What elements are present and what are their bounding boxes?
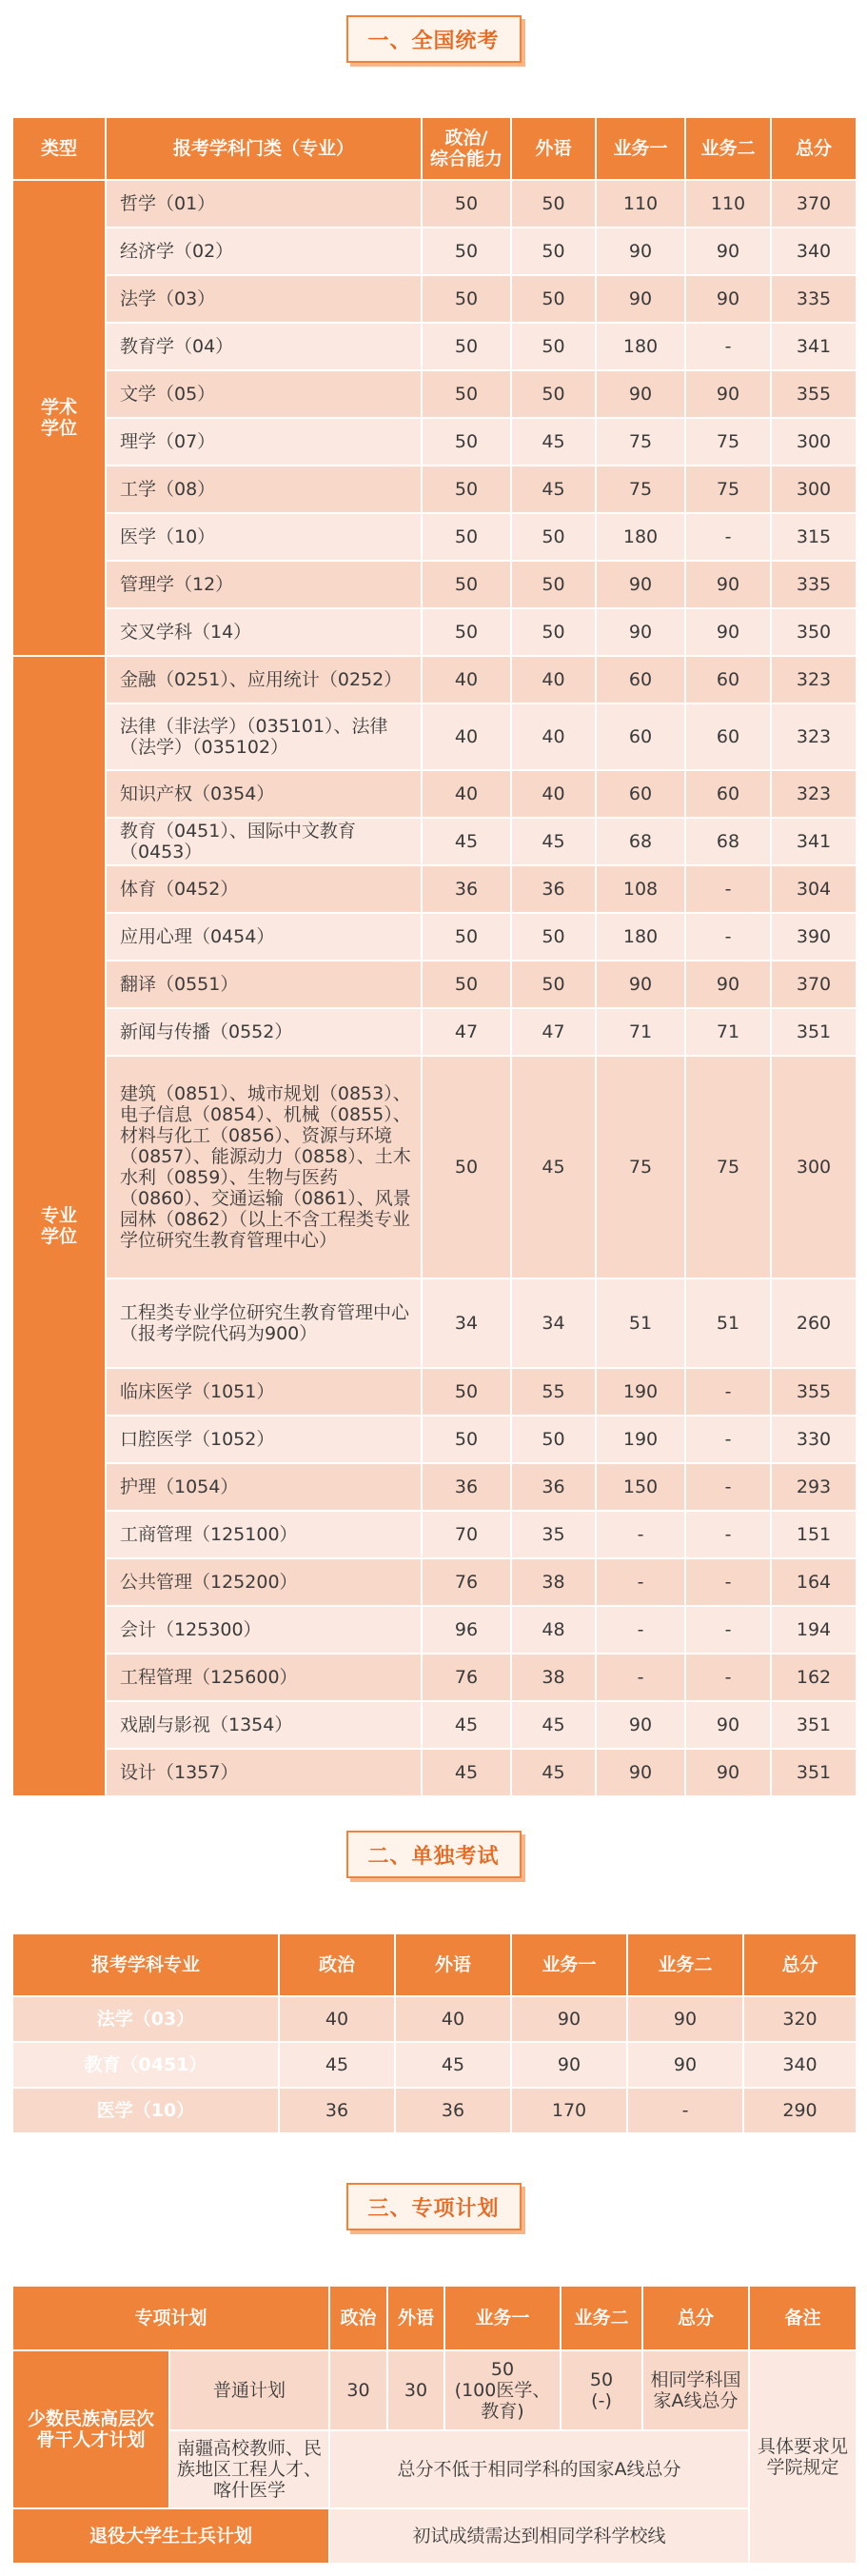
normal-course1: 50 (100医学、教育)	[444, 2350, 561, 2430]
total-cell: 300	[771, 418, 857, 466]
language-cell: 48	[511, 1606, 596, 1654]
politics-cell: 40	[279, 1996, 395, 2042]
header-course1: 业务一	[511, 1933, 627, 1996]
politics-cell: 34	[422, 1278, 511, 1368]
normal-total: 相同学科国家A线总分	[642, 2350, 749, 2430]
table-row	[12, 656, 857, 703]
total-cell: 260	[771, 1278, 857, 1368]
header-course2: 业务二	[561, 2286, 642, 2350]
group-professional: 专业 学位	[12, 656, 106, 1796]
table-row	[12, 1654, 857, 1701]
subject-cell: 工商管理（125100）	[106, 1511, 422, 1558]
course2-cell: -	[685, 1511, 771, 1558]
subject-cell: 工学（08）	[106, 466, 422, 513]
course2-cell: -	[685, 1368, 771, 1416]
politics-cell: 40	[422, 656, 511, 703]
table-row	[12, 2350, 857, 2430]
course2-cell: 71	[685, 1008, 771, 1056]
table-row	[12, 1749, 857, 1796]
normal-politics: 30	[329, 2350, 387, 2430]
course2-cell: 60	[685, 656, 771, 703]
course2-cell: -	[685, 1654, 771, 1701]
total-cell: 370	[771, 961, 857, 1008]
course1-cell: 60	[596, 703, 685, 770]
table-header-row	[12, 1933, 857, 1996]
language-cell: 50	[511, 561, 596, 608]
table-row	[12, 228, 857, 275]
total-cell: 341	[771, 818, 857, 865]
header-total: 总分	[771, 117, 857, 180]
politics-cell: 50	[422, 228, 511, 275]
table-row	[12, 2042, 857, 2088]
course2-cell: -	[685, 1463, 771, 1511]
total-cell: 194	[771, 1606, 857, 1654]
course1-cell: 71	[596, 1008, 685, 1056]
table-row	[12, 561, 857, 608]
language-cell: 38	[511, 1558, 596, 1606]
language-cell: 36	[395, 2088, 511, 2133]
table-row	[12, 370, 857, 418]
table-row	[12, 1008, 857, 1056]
table-row	[12, 913, 857, 961]
subject-cell: 知识产权（0354）	[106, 770, 422, 818]
politics-cell: 36	[422, 865, 511, 913]
table-row	[12, 1463, 857, 1511]
course1-cell: 68	[596, 818, 685, 865]
language-cell: 45	[511, 1056, 596, 1278]
total-cell: 390	[771, 913, 857, 961]
section-title-special: 三、专项计划	[346, 2183, 522, 2230]
politics-cell: 40	[422, 703, 511, 770]
minority-plan-label: 少数民族高层次骨干人才计划	[12, 2350, 169, 2508]
total-cell: 293	[771, 1463, 857, 1511]
total-cell: 350	[771, 608, 857, 656]
course1-cell: -	[596, 1606, 685, 1654]
course1-cell: 60	[596, 656, 685, 703]
politics-cell: 45	[279, 2042, 395, 2088]
veteran-plan-note: 初试成绩需达到相同学科学校线	[329, 2508, 749, 2564]
subject-cell: 哲学（01）	[106, 180, 422, 228]
table-row	[12, 1056, 857, 1278]
group-academic: 学术 学位	[12, 180, 106, 656]
header-subject: 报考学科门类（专业）	[106, 117, 422, 180]
language-cell: 45	[511, 818, 596, 865]
course2-cell: 90	[685, 1701, 771, 1749]
politics-cell: 50	[422, 608, 511, 656]
course2-cell: 75	[685, 418, 771, 466]
course2-cell: 90	[685, 370, 771, 418]
table-row	[12, 1701, 857, 1749]
course1-cell: 190	[596, 1368, 685, 1416]
subject-cell: 教育学（04）	[106, 323, 422, 370]
national-exam-table	[11, 116, 857, 1797]
politics-cell: 76	[422, 1558, 511, 1606]
politics-cell: 36	[422, 1463, 511, 1511]
language-cell: 40	[511, 703, 596, 770]
total-cell: 340	[743, 2042, 857, 2088]
subject-cell: 法学（03）	[12, 1996, 279, 2042]
course1-cell: -	[596, 1511, 685, 1558]
language-cell: 40	[511, 656, 596, 703]
course2-cell: -	[685, 865, 771, 913]
course1-cell: 90	[596, 370, 685, 418]
table-row	[12, 513, 857, 561]
politics-cell: 50	[422, 370, 511, 418]
politics-cell: 50	[422, 323, 511, 370]
table-row	[12, 818, 857, 865]
language-cell: 50	[511, 913, 596, 961]
total-cell: 355	[771, 1368, 857, 1416]
table-row	[12, 2508, 857, 2564]
course2-cell: -	[685, 1558, 771, 1606]
politics-cell: 50	[422, 466, 511, 513]
normal-language: 30	[387, 2350, 444, 2430]
total-cell: 290	[743, 2088, 857, 2133]
language-cell: 38	[511, 1654, 596, 1701]
politics-cell: 40	[422, 770, 511, 818]
course1-cell: 90	[596, 561, 685, 608]
language-cell: 40	[395, 1996, 511, 2042]
veteran-plan-label: 退役大学生士兵计划	[12, 2508, 329, 2564]
course1-cell: -	[596, 1558, 685, 1606]
course1-cell: 180	[596, 913, 685, 961]
subject-cell: 交叉学科（14）	[106, 608, 422, 656]
language-cell: 50	[511, 275, 596, 323]
header-total: 总分	[642, 2286, 749, 2350]
language-cell: 36	[511, 865, 596, 913]
header-total: 总分	[743, 1933, 857, 1996]
politics-cell: 45	[422, 818, 511, 865]
language-cell: 45	[395, 2042, 511, 2088]
language-cell: 50	[511, 608, 596, 656]
course2-cell: -	[685, 913, 771, 961]
language-cell: 47	[511, 1008, 596, 1056]
politics-cell: 50	[422, 180, 511, 228]
course2-cell: -	[685, 1416, 771, 1463]
subject-cell: 教育（0451）、国际中文教育（0453）	[106, 818, 422, 865]
course2-cell: 90	[685, 561, 771, 608]
course1-cell: 90	[596, 1749, 685, 1796]
course2-cell: 90	[627, 1996, 743, 2042]
header-course1: 业务一	[596, 117, 685, 180]
course1-cell: 170	[511, 2088, 627, 2133]
subject-cell: 戏剧与影视（1354）	[106, 1701, 422, 1749]
language-cell: 50	[511, 180, 596, 228]
politics-cell: 36	[279, 2088, 395, 2133]
course1-cell: 51	[596, 1278, 685, 1368]
course1-cell: 90	[596, 608, 685, 656]
language-cell: 55	[511, 1368, 596, 1416]
header-language: 外语	[511, 117, 596, 180]
language-cell: 45	[511, 1749, 596, 1796]
total-cell: 323	[771, 656, 857, 703]
header-course2: 业务二	[685, 117, 771, 180]
language-cell: 50	[511, 1416, 596, 1463]
table-header-row	[12, 2286, 857, 2350]
course1-cell: 90	[596, 1701, 685, 1749]
language-cell: 36	[511, 1463, 596, 1511]
table-row	[12, 1416, 857, 1463]
total-cell: 351	[771, 1701, 857, 1749]
header-remark: 备注	[749, 2286, 857, 2350]
remark-cell: 具体要求见学院规定	[749, 2350, 857, 2564]
language-cell: 35	[511, 1511, 596, 1558]
politics-cell: 50	[422, 1056, 511, 1278]
course2-cell: -	[627, 2088, 743, 2133]
table-row	[12, 1558, 857, 1606]
subject-cell: 法律（非法学）（035101）、法律（法学）（035102）	[106, 703, 422, 770]
table-header-row	[12, 117, 857, 180]
course2-cell: 60	[685, 770, 771, 818]
total-cell: 164	[771, 1558, 857, 1606]
section-title-independent: 二、单独考试	[346, 1831, 522, 1878]
subject-cell: 体育（0452）	[106, 865, 422, 913]
total-cell: 320	[743, 1996, 857, 2042]
subject-cell: 翻译（0551）	[106, 961, 422, 1008]
xinjiang-plan-label: 南疆高校教师、民族地区工程人才、喀什医学	[169, 2430, 329, 2508]
table-row	[12, 1278, 857, 1368]
politics-cell: 50	[422, 961, 511, 1008]
subject-cell: 工程类专业学位研究生教育管理中心（报考学院代码为900）	[106, 1278, 422, 1368]
course1-cell: 60	[596, 770, 685, 818]
course1-cell: 110	[596, 180, 685, 228]
header-type: 类型	[12, 117, 106, 180]
course2-cell: -	[685, 1606, 771, 1654]
subject-cell: 设计（1357）	[106, 1749, 422, 1796]
politics-cell: 50	[422, 1368, 511, 1416]
politics-cell: 50	[422, 418, 511, 466]
normal-course2: 50 (-)	[561, 2350, 642, 2430]
total-cell: 315	[771, 513, 857, 561]
course2-cell: 90	[685, 608, 771, 656]
total-cell: 370	[771, 180, 857, 228]
table-row	[12, 180, 857, 228]
total-cell: 335	[771, 275, 857, 323]
language-cell: 50	[511, 370, 596, 418]
table-row	[12, 275, 857, 323]
total-cell: 351	[771, 1008, 857, 1056]
politics-cell: 50	[422, 275, 511, 323]
politics-cell: 45	[422, 1701, 511, 1749]
politics-cell: 50	[422, 561, 511, 608]
course1-cell: 90	[511, 2042, 627, 2088]
subject-cell: 公共管理（125200）	[106, 1558, 422, 1606]
header-language: 外语	[395, 1933, 511, 1996]
table-row	[12, 323, 857, 370]
total-cell: 304	[771, 865, 857, 913]
course2-cell: 68	[685, 818, 771, 865]
total-cell: 323	[771, 770, 857, 818]
subject-cell: 教育（0451）	[12, 2042, 279, 2088]
subject-cell: 临床医学（1051）	[106, 1368, 422, 1416]
header-course1: 业务一	[444, 2286, 561, 2350]
header-language: 外语	[387, 2286, 444, 2350]
course1-cell: 90	[596, 961, 685, 1008]
subject-cell: 口腔医学（1052）	[106, 1416, 422, 1463]
table-row	[12, 770, 857, 818]
section-title-national: 一、全国统考	[346, 15, 522, 63]
subject-cell: 建筑（0851）、城市规划（0853）、电子信息（0854）、机械（0855）、材料与化工（0856）、资源与环境（0857）、能源动力（0858）、土木水利（0859）、生物与医药（0860）、交通运输（0861）、风景园林（0862）（以上不含工程类专业学位研究生教育管理中心）	[106, 1056, 422, 1278]
politics-cell: 96	[422, 1606, 511, 1654]
politics-cell: 45	[422, 1749, 511, 1796]
subject-cell: 工程管理（125600）	[106, 1654, 422, 1701]
course1-cell: 90	[511, 1996, 627, 2042]
language-cell: 50	[511, 513, 596, 561]
special-plan-table	[11, 2285, 857, 2565]
header-politics: 政治/ 综合能力	[422, 117, 511, 180]
politics-cell: 50	[422, 1416, 511, 1463]
course1-cell: 180	[596, 323, 685, 370]
subject-cell: 应用心理（0454）	[106, 913, 422, 961]
subject-cell: 管理学（12）	[106, 561, 422, 608]
politics-cell: 76	[422, 1654, 511, 1701]
subject-cell: 经济学（02）	[106, 228, 422, 275]
total-cell: 151	[771, 1511, 857, 1558]
language-cell: 50	[511, 228, 596, 275]
subject-cell: 金融（0251）、应用统计（0252）	[106, 656, 422, 703]
course2-cell: 90	[685, 1749, 771, 1796]
header-politics: 政治	[279, 1933, 395, 1996]
course1-cell: 190	[596, 1416, 685, 1463]
course2-cell: 110	[685, 180, 771, 228]
total-cell: 355	[771, 370, 857, 418]
course1-cell: 90	[596, 228, 685, 275]
table-row	[12, 608, 857, 656]
course1-cell: 108	[596, 865, 685, 913]
subject-cell: 文学（05）	[106, 370, 422, 418]
course1-cell: 75	[596, 1056, 685, 1278]
subject-cell: 理学（07）	[106, 418, 422, 466]
header-politics: 政治	[329, 2286, 387, 2350]
politics-cell: 70	[422, 1511, 511, 1558]
independent-exam-table	[11, 1932, 857, 2134]
course1-cell: 75	[596, 466, 685, 513]
course2-cell: 90	[685, 228, 771, 275]
language-cell: 50	[511, 961, 596, 1008]
course1-cell: 75	[596, 418, 685, 466]
course2-cell: 90	[627, 2042, 743, 2088]
course2-cell: 90	[685, 961, 771, 1008]
subject-cell: 护理（1054）	[106, 1463, 422, 1511]
subject-cell: 医学（10）	[106, 513, 422, 561]
course1-cell: 150	[596, 1463, 685, 1511]
total-cell: 340	[771, 228, 857, 275]
language-cell: 45	[511, 1701, 596, 1749]
course2-cell: 75	[685, 1056, 771, 1278]
course2-cell: -	[685, 513, 771, 561]
table-row	[12, 1996, 857, 2042]
table-row	[12, 1368, 857, 1416]
language-cell: 45	[511, 466, 596, 513]
table-row	[12, 865, 857, 913]
course1-cell: 90	[596, 275, 685, 323]
language-cell: 50	[511, 323, 596, 370]
course2-cell: -	[685, 323, 771, 370]
subject-cell: 新闻与传播（0552）	[106, 1008, 422, 1056]
header-course2: 业务二	[627, 1933, 743, 1996]
total-cell: 300	[771, 466, 857, 513]
course1-cell: -	[596, 1654, 685, 1701]
language-cell: 45	[511, 418, 596, 466]
total-cell: 341	[771, 323, 857, 370]
header-subject: 报考学科专业	[12, 1933, 279, 1996]
xinjiang-plan-note: 总分不低于相同学科的国家A线总分	[329, 2430, 749, 2508]
total-cell: 162	[771, 1654, 857, 1701]
total-cell: 351	[771, 1749, 857, 1796]
course2-cell: 90	[685, 275, 771, 323]
table-row	[12, 703, 857, 770]
table-row	[12, 961, 857, 1008]
course2-cell: 51	[685, 1278, 771, 1368]
total-cell: 300	[771, 1056, 857, 1278]
total-cell: 330	[771, 1416, 857, 1463]
header-plan: 专项计划	[12, 2286, 329, 2350]
subject-cell: 会计（125300）	[106, 1606, 422, 1654]
total-cell: 335	[771, 561, 857, 608]
table-row	[12, 466, 857, 513]
course2-cell: 75	[685, 466, 771, 513]
language-cell: 40	[511, 770, 596, 818]
course2-cell: 60	[685, 703, 771, 770]
politics-cell: 50	[422, 913, 511, 961]
table-row	[12, 2088, 857, 2133]
table-row	[12, 1606, 857, 1654]
course1-cell: 180	[596, 513, 685, 561]
table-row	[12, 418, 857, 466]
normal-plan-label: 普通计划	[169, 2350, 329, 2430]
table-row	[12, 1511, 857, 1558]
politics-cell: 50	[422, 513, 511, 561]
total-cell: 323	[771, 703, 857, 770]
subject-cell: 法学（03）	[106, 275, 422, 323]
politics-cell: 47	[422, 1008, 511, 1056]
language-cell: 34	[511, 1278, 596, 1368]
subject-cell: 医学（10）	[12, 2088, 279, 2133]
